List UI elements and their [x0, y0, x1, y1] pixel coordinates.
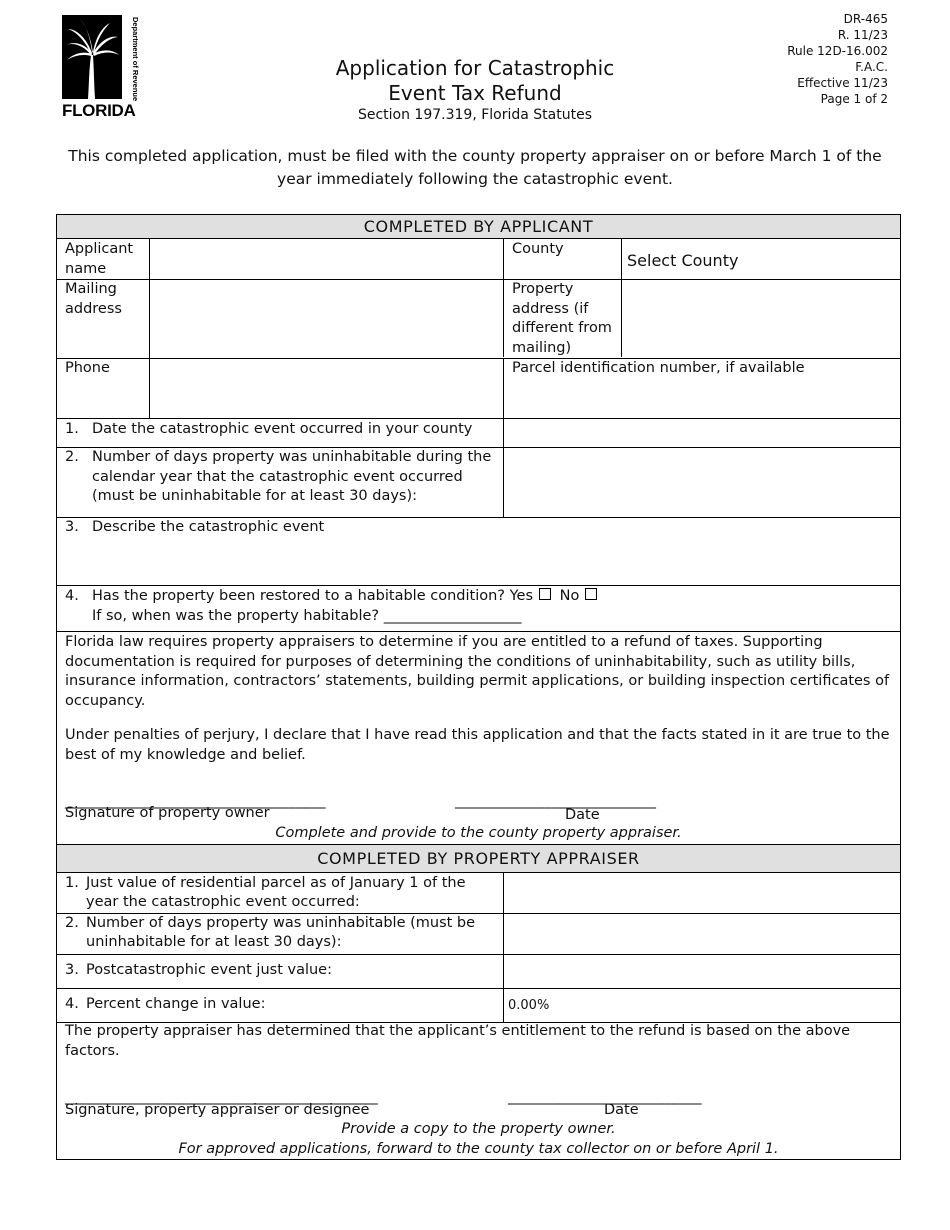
page-number: Page 1 of 2 [820, 92, 888, 106]
parcel-id-field[interactable] [504, 379, 899, 417]
property-address-field[interactable] [622, 280, 899, 357]
filing-instructions: This completed application, must be filed with the county property appraiser on or before March 1 of the year immediately following the catastrophic event. [68, 147, 882, 188]
mailing-address-field[interactable] [150, 280, 502, 357]
appraiser-instruction-1: Provide a copy to the property owner. [341, 1121, 616, 1137]
appraiser-instruction-2: For approved applications, forward to the county tax collector on or before April 1. [178, 1141, 779, 1157]
appraiser-item-1-label: Just value of residential parcel as of January 1 of the year the catastrophic event occurred: [86, 875, 466, 910]
question-2-label: Number of days property was uninhabitable during the calendar year that the catastrophic event occurred (must be uninhabitable for at least 30 days): [92, 449, 492, 504]
question-4-number: 4. [65, 588, 79, 604]
question-4 [65, 587, 893, 626]
question-1-number: 1. [65, 421, 79, 437]
applicant-name-label: Applicant name [65, 241, 134, 277]
appraiser-section-heading: COMPLETED BY PROPERTY APPRAISER [57, 844, 900, 873]
applicant-section-heading: COMPLETED BY APPLICANT [57, 215, 900, 239]
statute-reference: Section 197.319, Florida Statutes [357, 107, 593, 123]
question-1-label: Date the catastrophic event occurred in your county [92, 421, 473, 437]
question-1 [65, 420, 501, 440]
question-4-label: Has the property been restored to a habitable condition? [92, 588, 505, 604]
form-title-line1: Application for Catastrophic [335, 56, 615, 80]
perjury-declaration: Under penalties of perjury, I declare that I have read this application and that the facts stated in it are true to the best of my knowledge and belief. [65, 727, 890, 763]
mailing-address-label: Mailing address [65, 281, 122, 317]
just-value-field[interactable] [504, 874, 899, 912]
appraiser-item-3 [65, 961, 501, 981]
application-form [56, 214, 901, 1160]
county-select[interactable]: Select County [627, 251, 739, 270]
appraiser-date-line[interactable]: __________________________ [508, 1089, 702, 1105]
owner-date-label: Date [565, 807, 600, 823]
question-3-label: Describe the catastrophic event [92, 519, 325, 535]
form-meta [787, 11, 888, 107]
no-checkbox[interactable] [585, 588, 597, 600]
form-title-block [260, 56, 690, 125]
form-rule: Rule 12D-16.002 [787, 44, 888, 58]
appraiser-item-3-label: Postcatastrophic event just value: [86, 962, 332, 978]
percent-change-field[interactable]: 0.00% [508, 998, 550, 1013]
phone-label: Phone [65, 360, 110, 376]
yes-checkbox[interactable] [539, 588, 551, 600]
appraiser-item-3-number: 3. [65, 962, 79, 978]
form-revision: R. 11/23 [837, 28, 888, 42]
appraiser-item-4-number: 4. [65, 996, 79, 1012]
event-description-field[interactable] [92, 539, 892, 583]
appraiser-item-1 [65, 874, 501, 912]
applicant-name-field[interactable] [150, 240, 502, 278]
appraiser-item-2-label: Number of days property was uninhabitable (must be uninhabitable for at least 30 days): [86, 915, 476, 950]
form-title-line2: Event Tax Refund [388, 81, 562, 105]
appraiser-signature-label: Signature, property appraiser or designee [65, 1102, 370, 1118]
question-3 [65, 518, 893, 538]
question-2-number: 2. [65, 449, 79, 465]
property-address-label: Property address (if different from mailing) [512, 281, 612, 356]
days-uninhabitable-field[interactable] [504, 448, 899, 516]
determination-statement: The property appraiser has determined that the applicant’s entitlement to the refund is based on the above factors. [65, 1023, 851, 1059]
applicant-instruction: Complete and provide to the county property appraiser. [275, 825, 682, 841]
post-event-value-field[interactable] [504, 955, 899, 987]
logo-side-text: Department of Revenue [131, 17, 140, 102]
habitable-date-prompt[interactable]: If so, when was the property habitable? ___________________ [92, 607, 522, 624]
phone-field[interactable] [150, 359, 502, 417]
owner-signature-line[interactable]: ___________________________________ [65, 793, 326, 809]
owner-signature-label: Signature of property owner [65, 805, 270, 821]
form-effective: Effective 11/23 [797, 76, 888, 90]
appraiser-item-2 [65, 914, 501, 952]
owner-date-line[interactable]: ___________________________ [455, 793, 657, 809]
appraiser-days-field[interactable] [504, 914, 899, 953]
appraiser-item-4 [65, 995, 501, 1015]
form-fac: F.A.C. [855, 60, 888, 74]
logo-wordmark: FLORIDA [62, 101, 136, 120]
appraiser-item-1-number: 1. [65, 875, 79, 891]
question-2 [65, 448, 501, 507]
no-option-label: No [559, 588, 580, 604]
event-date-field[interactable] [504, 419, 899, 446]
appraiser-item-2-number: 2. [65, 915, 79, 931]
appraiser-item-4-label: Percent change in value: [86, 996, 266, 1012]
appraiser-signature-line[interactable]: __________________________________________ [65, 1089, 378, 1105]
question-3-number: 3. [65, 519, 79, 535]
appraiser-date-label: Date [604, 1102, 639, 1118]
form-number: DR-465 [843, 12, 888, 26]
parcel-id-label: Parcel identification number, if available [512, 360, 805, 376]
law-statement: Florida law requires property appraisers to determine if you are entitled to a refund of taxes. Supporting documentation is required for purposes of determining the conditions of uninhabitability, such as utility bills, insurance information, contractors’ statements, building permit applications, or building inspection certificates of occupancy. [65, 634, 890, 709]
county-label: County [512, 241, 564, 257]
yes-option-label: Yes [509, 588, 534, 604]
